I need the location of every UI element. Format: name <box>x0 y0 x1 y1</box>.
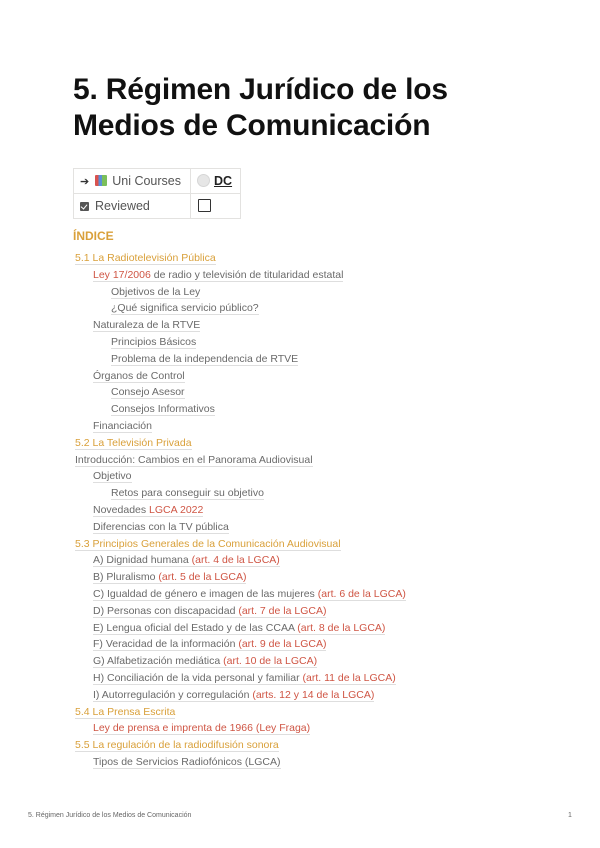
page-number: 1 <box>568 812 572 819</box>
toc-item <box>0 737 600 754</box>
toc-item <box>0 620 600 637</box>
toc-link[interactable]: (art. 4 de la LGCA) <box>191 554 280 567</box>
toc-item <box>0 435 600 452</box>
property-key-reviewed <box>74 194 191 219</box>
property-row-uni-courses <box>74 169 241 194</box>
toc-item <box>0 300 600 317</box>
property-key-uni-courses <box>74 169 191 194</box>
toc-item <box>0 536 600 553</box>
toc-heading: ÍNDICE <box>73 229 114 243</box>
toc-link[interactable]: Órganos de Control <box>93 369 185 382</box>
toc-link[interactable]: (arts. 12 y 14 de la LGCA) <box>252 688 375 701</box>
toc-item <box>0 485 600 502</box>
property-value-uni-courses[interactable] <box>191 169 241 194</box>
toc-link[interactable]: Financiación <box>93 419 152 432</box>
checkbox-type-icon <box>80 202 89 211</box>
toc-item <box>0 502 600 519</box>
toc-link[interactable]: Consejos Informativos <box>111 403 215 416</box>
toc-link[interactable]: (art. 9 de la LGCA) <box>238 638 327 651</box>
toc-link[interactable]: Principios Básicos <box>111 335 197 348</box>
toc-item <box>0 636 600 653</box>
toc-item <box>0 468 600 485</box>
toc-link[interactable]: Objetivo <box>93 470 132 483</box>
toc-link[interactable]: 5.5 La regulación de la radiodifusión sonora <box>75 739 279 752</box>
toc-link[interactable]: F) Veracidad de la información <box>93 638 239 651</box>
toc-link[interactable]: (art. 6 de la LGCA) <box>317 587 406 600</box>
toc-item <box>0 720 600 737</box>
toc-link[interactable]: D) Personas con discapacidad <box>93 604 239 617</box>
toc-link[interactable]: LGCA 2022 <box>149 503 204 516</box>
property-value-reviewed[interactable] <box>191 194 241 219</box>
toc-item <box>0 368 600 385</box>
toc-link[interactable]: de radio y televisión de titularidad estatal <box>150 268 344 281</box>
toc-item <box>0 267 600 284</box>
toc-item <box>0 401 600 418</box>
relation-arrow-icon: ➔ <box>80 176 90 188</box>
toc-link[interactable]: Diferencias con la TV pública <box>93 520 229 533</box>
toc-link[interactable]: (art. 11 de la LGCA) <box>302 671 396 684</box>
toc-link[interactable]: (art. 7 de la LGCA) <box>238 604 327 617</box>
toc-link[interactable]: 5.3 Principios Generales de la Comunicación Audiovisual <box>75 537 341 550</box>
course-link[interactable]: DC <box>214 174 233 188</box>
toc-link[interactable]: (art. 5 de la LGCA) <box>158 571 247 584</box>
page-icon <box>197 174 210 187</box>
toc-item <box>0 603 600 620</box>
toc-link[interactable]: (art. 8 de la LGCA) <box>297 621 386 634</box>
toc-link[interactable]: G) Alfabetización mediática <box>93 655 224 668</box>
toc-item <box>0 653 600 670</box>
toc-link[interactable]: Tipos de Servicios Radiofónicos (LGCA) <box>93 755 281 768</box>
table-of-contents <box>0 250 600 771</box>
toc-item <box>0 250 600 267</box>
toc-item <box>0 519 600 536</box>
toc-item <box>0 334 600 351</box>
toc-link[interactable]: I) Autorregulación y corregulación <box>93 688 253 701</box>
toc-link[interactable]: 5.1 La Radiotelevisión Pública <box>75 252 216 264</box>
toc-item <box>0 704 600 721</box>
toc-item <box>0 754 600 771</box>
toc-item <box>0 284 600 301</box>
toc-link[interactable]: 5.2 La Televisión Privada <box>75 436 192 449</box>
toc-link[interactable]: Consejo Asesor <box>111 386 185 399</box>
toc-link[interactable]: (art. 10 de la LGCA) <box>223 655 318 668</box>
reviewed-checkbox[interactable] <box>198 199 211 212</box>
toc-link[interactable]: 5.4 La Prensa Escrita <box>75 705 176 718</box>
properties-table <box>73 168 241 219</box>
toc-link[interactable]: C) Igualdad de género e imagen de las mujeres <box>93 587 318 600</box>
toc-link[interactable]: Ley de prensa e imprenta de 1966 (Ley Fraga) <box>93 722 311 735</box>
toc-item <box>0 687 600 704</box>
toc-link[interactable]: A) Dignidad humana <box>93 554 192 567</box>
toc-item <box>0 418 600 435</box>
toc-link[interactable]: Naturaleza de la RTVE <box>93 319 201 332</box>
toc-link[interactable]: Ley 17/2006 <box>93 268 151 281</box>
toc-item <box>0 317 600 334</box>
property-label: Uni Courses <box>112 174 181 188</box>
toc-link[interactable]: Novedades <box>93 503 150 516</box>
toc-item <box>0 586 600 603</box>
toc-link[interactable]: B) Pluralismo <box>93 571 159 584</box>
toc-link[interactable]: Introducción: Cambios en el Panorama Audiovisual <box>75 453 313 466</box>
toc-item <box>0 569 600 586</box>
toc-item <box>0 384 600 401</box>
toc-item <box>0 670 600 687</box>
toc-link[interactable]: Problema de la independencia de RTVE <box>111 352 299 365</box>
toc-link[interactable]: Objetivos de la Ley <box>111 285 201 298</box>
toc-item <box>0 552 600 569</box>
page-title: 5. Régimen Jurídico de los Medios de Comunicación <box>73 73 448 142</box>
books-icon <box>95 175 107 186</box>
footer-title: 5. Régimen Jurídico de los Medios de Comunicación <box>28 812 192 819</box>
property-label: Reviewed <box>95 199 150 213</box>
toc-link[interactable]: Retos para conseguir su objetivo <box>111 487 264 500</box>
toc-link[interactable]: ¿Qué significa servicio público? <box>111 302 259 315</box>
toc-link[interactable]: H) Conciliación de la vida personal y familiar <box>93 671 303 684</box>
toc-link[interactable]: E) Lengua oficial del Estado y de las CCAA <box>93 621 298 634</box>
toc-item <box>0 351 600 368</box>
property-row-reviewed <box>74 194 241 219</box>
toc-item <box>0 452 600 469</box>
